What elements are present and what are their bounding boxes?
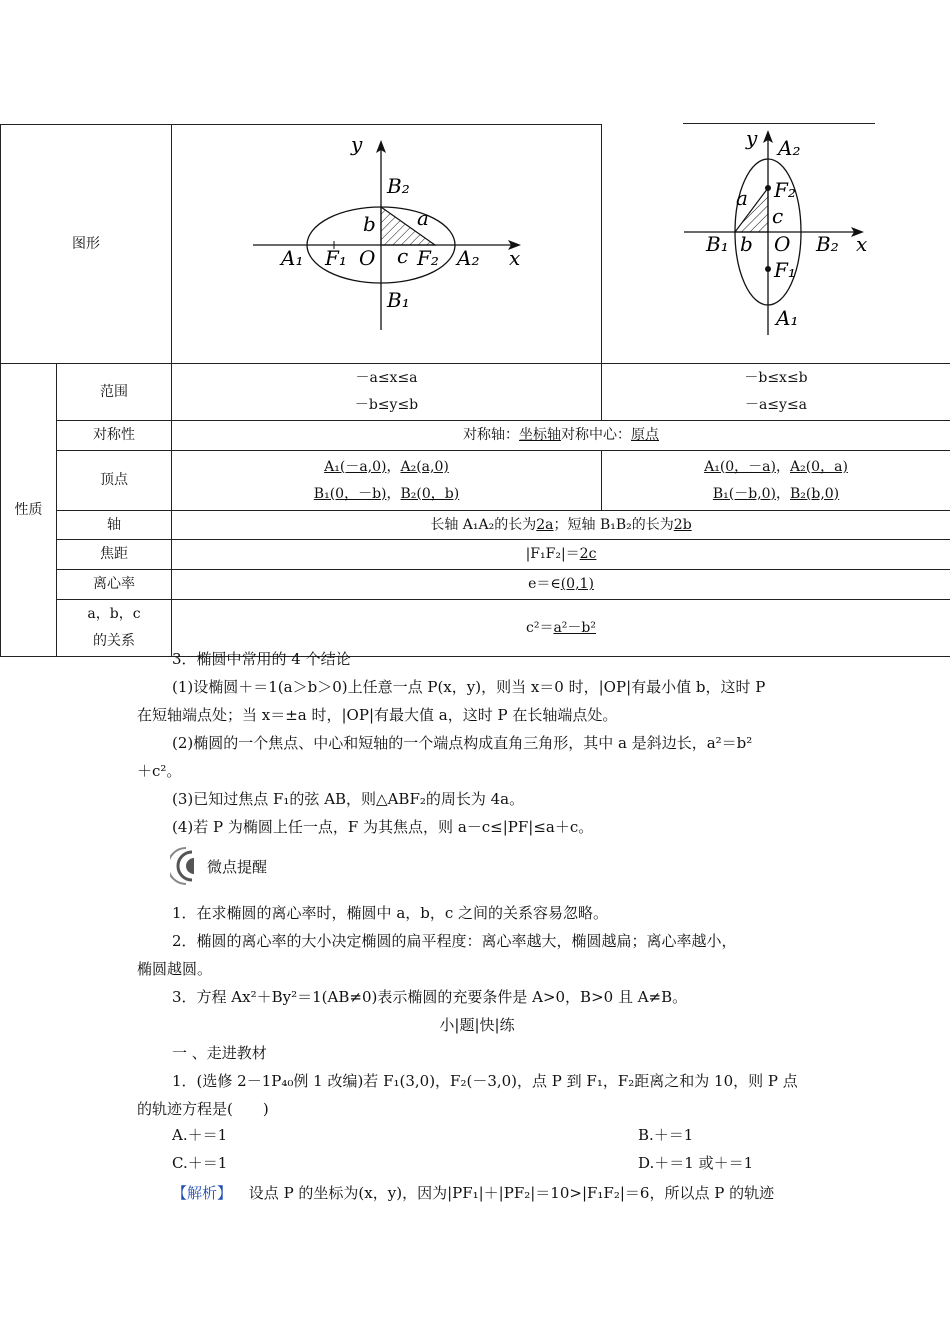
label-c: c [396,244,408,268]
tip-2a: 2．椭圆的离心率的大小决定椭圆的扁平程度：离心率越大，椭圆越扁；离心率越小， [172,932,737,950]
ecc-row [1,570,950,600]
label-a1: A₁ [776,305,799,330]
answer-line [172,1179,822,1207]
label-a: a [736,185,749,210]
vertical-ellipse-svg [602,125,950,353]
label-b1: B₁ [386,288,410,312]
option-c: C.＋＝1 [172,1154,228,1172]
label-f1: F₁ [324,246,347,270]
range-label: 范围 [57,364,172,421]
label-f1: F₁ [774,257,797,282]
label-f2: F₂ [774,177,797,202]
axis-row [1,511,950,540]
focus-f2 [765,185,771,191]
label-b2: B₂ [386,174,410,198]
ecc-val: (0,1) [560,576,594,592]
range-row [1,364,950,421]
label-a: a [416,206,429,230]
conclusion-1b: 在短轴端点处；当 x＝±a 时，|OP|有最大值 a，这时 P 在长轴端点处。 [137,706,618,724]
label-b: b [362,212,376,236]
focal-row [1,540,950,570]
relation-val: a²－b² [553,619,596,636]
label-a2: A₂ [456,246,479,270]
focal-label: 焦距 [57,540,172,570]
option-d: D.＋＝1 或＋＝1 [638,1154,754,1172]
sound-wave-icon [170,846,206,886]
symmetry-center: 原点 [631,427,659,443]
vertex-h-b1: B₁(0，－b) [313,485,387,502]
label-o: O [774,231,791,256]
answer-text: 设点 P 的坐标为(x，y)，因为|PF₁|＋|PF₂|＝10>|F₁F₂|＝6，所以点 P 的轨迹 [248,1184,775,1202]
label-b: b [740,231,754,256]
label-y: y [746,125,758,150]
range-h-line1: －a≤x≤a [355,370,418,386]
symmetry-row [1,421,950,451]
label-a1: A₁ [280,246,303,270]
vertex-h-a2: A₂(a,0) [400,458,449,475]
label-c: c [772,203,784,228]
label-b2: B₂ [816,231,839,256]
conclusion-3: (3)已知过焦点 F₁的弦 AB，则△ABF₂的周长为 4a。 [172,790,525,808]
conclusion-1a: (1)设椭圆＋＝1(a＞b＞0)上任意一点 P(x，y)，则当 x＝0 时，|OP|有最小值 b，这时 P [172,678,766,696]
vertex-v-b1: B₁(－b,0) [712,485,776,502]
axis-long: 2a [536,516,554,533]
symmetry-axis: 坐标轴 [519,427,561,443]
focus-f1 [765,266,771,272]
tip-3: 3．方程 Ax²＋By²＝1(AB≠0)表示椭圆的充要条件是 A>0，B>0 且 A≠B。 [172,988,688,1006]
symmetry-pre: 对称轴： [463,427,519,443]
focal-pre: |F₁F₂|＝ [525,546,580,562]
label-y: y [350,132,362,156]
ecc-pre: e＝∈ [528,576,561,592]
axis-short: 2b [673,516,692,533]
focal-val: 2c [579,546,597,562]
conclusion-2b: ＋c²。 [137,762,182,780]
relation-pre: c²＝ [526,619,554,636]
horizontal-ellipse-svg [173,125,601,353]
label-f2: F₂ [416,246,439,270]
tip-2b: 椭圆越圆。 [137,960,213,978]
vertex-row [1,451,950,511]
axis-pre: 长轴 A₁A₂的长为 [430,516,537,533]
graph-label: 图形 [1,125,172,364]
label-o: O [358,246,375,270]
vertical-ellipse-figure [602,125,950,364]
vertex-h-a1: A₁(－a,0) [324,458,387,475]
range-v-line1: －b≤x≤b [744,370,808,386]
vertex-label: 顶点 [57,451,172,511]
graph-row [1,125,950,364]
ecc-label: 离心率 [57,570,172,600]
horizontal-ellipse-figure [172,125,602,364]
conclusion-2a: (2)椭圆的一个焦点、中心和短轴的一个端点构成直角三角形，其中 a 是斜边长，a²＝b² [172,734,753,752]
ecc-value [172,570,950,600]
vertex-horizontal: A₁(－a,0)，A₂(a,0) B₁(0，－b)，B₂(0，b) [172,451,602,511]
label-b1: B₁ [706,231,729,256]
props-label: 性质 [1,364,57,657]
vertex-h-b2: B₂(0，b) [400,485,460,502]
ellipse-properties-table [0,124,950,657]
tip-title: 微点提醒 [207,858,268,876]
focal-value [172,540,950,570]
vertex-v-b2: B₂(b,0) [790,485,840,502]
label-x: x [856,231,868,256]
tip-1: 1．在求椭圆的离心率时，椭圆中 a，b，c 之间的关系容易忽略。 [172,904,609,922]
relation-label-2: 的关系 [93,633,135,649]
axis-label: 轴 [57,511,172,540]
part-1-heading: 一 、走进教材 [172,1044,267,1062]
vertex-v-a2: A₂(0，a) [790,458,848,475]
range-vertical [602,364,950,421]
section-3-heading: 3．椭圆中常用的 4 个结论 [172,650,351,668]
question-1b: 的轨迹方程是( ) [137,1100,269,1118]
range-v-line2: －a≤y≤a [744,397,808,413]
symmetry-label: 对称性 [57,421,172,451]
option-a: A.＋＝1 [172,1126,228,1144]
option-b: B.＋＝1 [638,1126,694,1144]
relation-label-1: a，b，c [87,606,141,622]
symmetry-mid: 对称中心： [561,427,631,443]
answer-tag: 【解析】 [172,1184,233,1202]
axis-mid: ；短轴 B₁B₂的长为 [553,516,674,533]
conclusion-4: (4)若 P 为椭圆上任一点，F 为其焦点，则 a－c≤|PF|≤a＋c。 [172,818,594,836]
label-a2: A₂ [778,135,801,160]
vertex-v-a1: A₁(0，－a) [704,458,776,475]
symmetry-value [172,421,950,451]
range-h-line2: －b≤y≤b [354,397,419,413]
axis-value [172,511,950,540]
label-x: x [508,246,520,270]
vertex-vertical: A₁(0，－a)，A₂(0，a) B₁(－b,0)，B₂(b,0) [602,451,950,511]
practice-heading: 小|题|快|练 [439,1016,515,1034]
question-1a: 1．(选修 2－1P₄₀例 1 改编)若 F₁(3,0)，F₂(－3,0)，点 P 到 F₁，F₂距离之和为 10，则 P 点 [172,1072,798,1090]
range-horizontal [172,364,602,421]
